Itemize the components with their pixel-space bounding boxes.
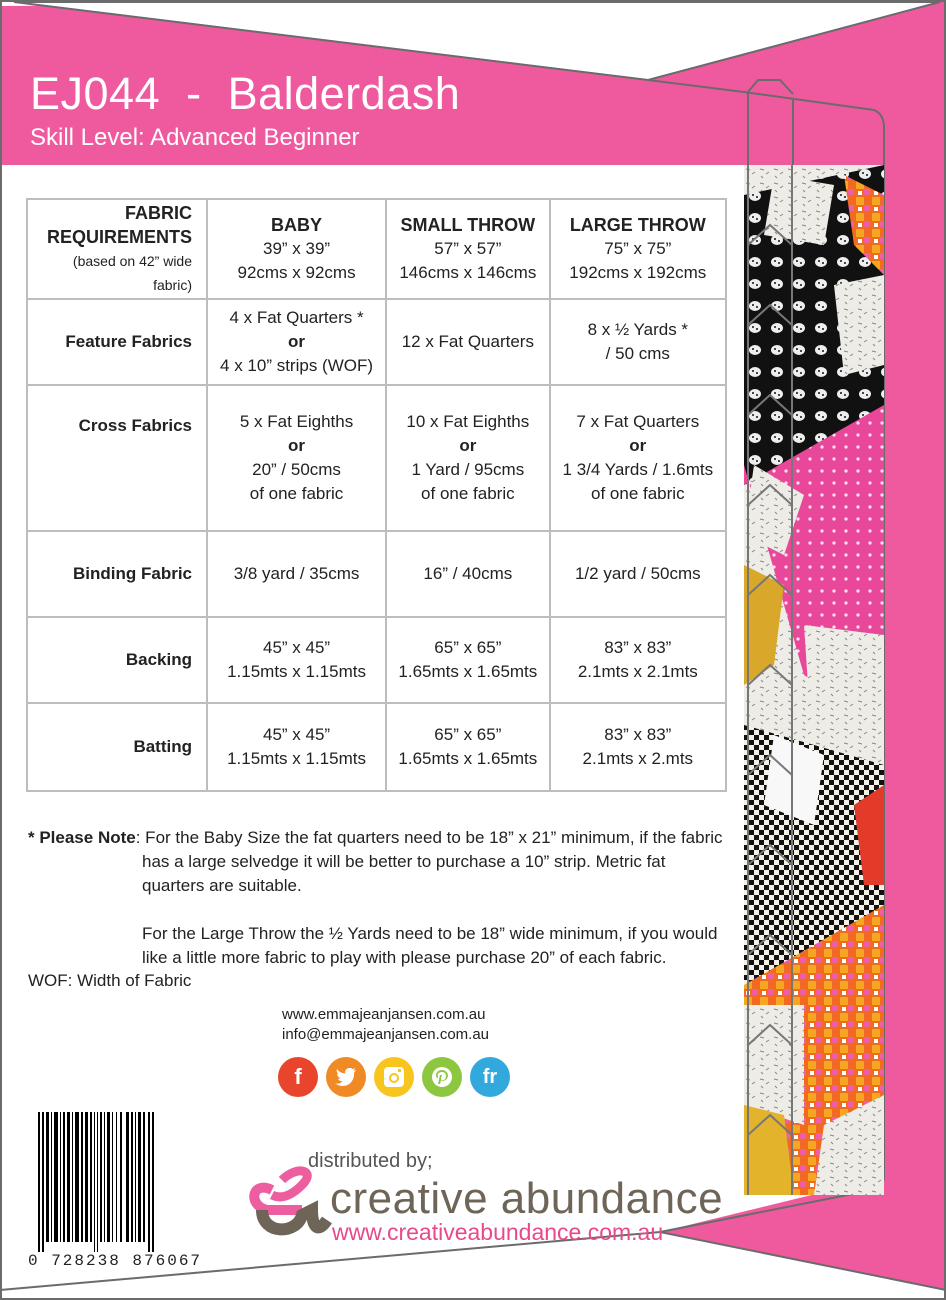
column-header-large-throw [550,199,726,299]
note-text-continued: has a large selvedge it will be better to purchase a 10” strip. Metric fat quarters are suitable. [142,852,666,895]
column-size-cm: 192cms x 192cms [569,263,707,282]
column-name: BABY [271,215,323,235]
note-large-throw: For the Large Throw the ½ Yards need to be 18” wide minimum, if you would like a little more fabric to play with please purchase 20” of each fabric. [142,924,718,967]
corner-line-3: (based on 42” wide fabric) [72,253,192,293]
cell-line: 1 3/4 Yards / 1.6mts [562,460,714,479]
table-cell [207,385,386,531]
table-row [27,385,726,531]
cell-line: 65” x 65” [434,725,502,744]
table-cell [550,299,726,385]
cell-line: 45” x 45” [262,725,331,744]
row-label: Feature Fabrics [27,299,207,385]
table-corner-cell [27,199,207,299]
cell-line: 1.65mts x 1.65mts [398,662,538,681]
column-size-in: 39” x 39” [262,239,331,258]
table-cell [207,703,386,791]
cell-line: 65” x 65” [434,638,502,657]
distributor-name: creative abundance [330,1174,724,1223]
quilt-photo [744,165,884,1195]
cell-line: 83” x 83” [604,638,672,657]
table-cell [550,703,726,791]
column-size-cm: 146cms x 146cms [399,263,537,282]
table-cell [207,617,386,703]
cell-line: of one fabric [591,484,685,503]
column-name: LARGE THROW [569,215,706,235]
cell-line: 5 x Fat Eighths [239,412,354,431]
cell-line: 1.65mts x 1.65mts [398,749,538,768]
twitter-icon[interactable] [326,1057,366,1097]
cell-line: 1 Yard / 95cms [411,460,525,479]
cell-line: 10 x Fat Eighths [406,412,530,431]
table-cell: 16” / 40cms [386,531,550,617]
row-label: Batting [27,703,207,791]
email-link[interactable]: info@emmajeanjansen.com.au [282,1026,490,1043]
table-row [27,299,726,385]
cell-or: or [288,436,306,455]
column-header-small-throw [386,199,550,299]
table-cell [207,299,386,385]
column-header-baby [207,199,386,299]
table-cell [550,385,726,531]
table-row [27,703,726,791]
table-header-row [27,199,726,299]
table-cell [550,617,726,703]
cell-line: 83” x 83” [604,725,672,744]
cell-or: or [459,436,477,455]
table-row [27,531,726,617]
social-icons [278,1057,510,1097]
column-name: SMALL THROW [400,215,536,235]
skill-level: Skill Level: Advanced Beginner [30,124,360,151]
note-text: : For the Baby Size the fat quarters need to be 18” x 21” minimum, if the fabric [135,828,723,847]
contact-info [282,1005,489,1045]
corner-line-1: FABRIC [125,203,192,223]
please-note [28,826,728,970]
row-label: Cross Fabrics [27,385,207,531]
distributor-url[interactable]: www.creativeabundance.com.au [332,1219,664,1245]
table-row [27,617,726,703]
cell-line: 45” x 45” [262,638,331,657]
fabric-requirements-table [26,198,727,792]
column-size-in: 75” x 75” [604,239,672,258]
row-label: Binding Fabric [27,531,207,617]
column-size-in: 57” x 57” [434,239,502,258]
cell-line: of one fabric [249,484,344,503]
column-size-cm: 92cms x 92cms [237,263,356,282]
barcode [38,1112,156,1252]
table-cell [386,617,550,703]
cell-line: / 50 cms [605,344,670,363]
pattern-title: EJ044 - Balderdash [30,68,461,119]
cell-line: 2.1mts x 2.mts [582,749,694,768]
facebook-icon[interactable]: f [278,1057,318,1097]
row-label: Backing [27,617,207,703]
distributed-by-label: distributed by; [308,1150,433,1172]
cell-line: 7 x Fat Quarters [576,412,700,431]
website-link[interactable]: www.emmajeanjansen.com.au [282,1006,486,1023]
table-cell: 1/2 yard / 50cms [550,531,726,617]
table-cell [386,703,550,791]
table-cell [386,385,550,531]
cell-line: 4 x Fat Quarters * [229,308,364,327]
instagram-icon[interactable] [374,1057,414,1097]
cell-or: or [629,436,647,455]
table-cell: 3/8 yard / 35cms [207,531,386,617]
cell-line: of one fabric [421,484,515,503]
wof-definition: WOF: Width of Fabric [28,971,192,990]
fr-icon[interactable]: fr [470,1057,510,1097]
cell-line: 4 x 10” strips (WOF) [220,356,374,375]
cell-line: 2.1mts x 2.1mts [577,662,698,681]
table-cell [386,299,550,385]
pinterest-icon[interactable] [422,1057,462,1097]
cell-line: 8 x ½ Yards * [587,320,689,339]
cell-or: or [288,332,306,351]
barcode-number: 0 728238 876067 [28,1252,203,1270]
corner-line-2: REQUIREMENTS [46,227,192,247]
cell-line: 1.15mts x 1.15mts [227,662,366,681]
cell-line: 12 x Fat Quarters [401,332,534,351]
cell-line: 1.15mts x 1.15mts [227,749,366,768]
note-label: * Please Note [28,828,136,847]
cell-line: 20” / 50cms [252,460,341,479]
